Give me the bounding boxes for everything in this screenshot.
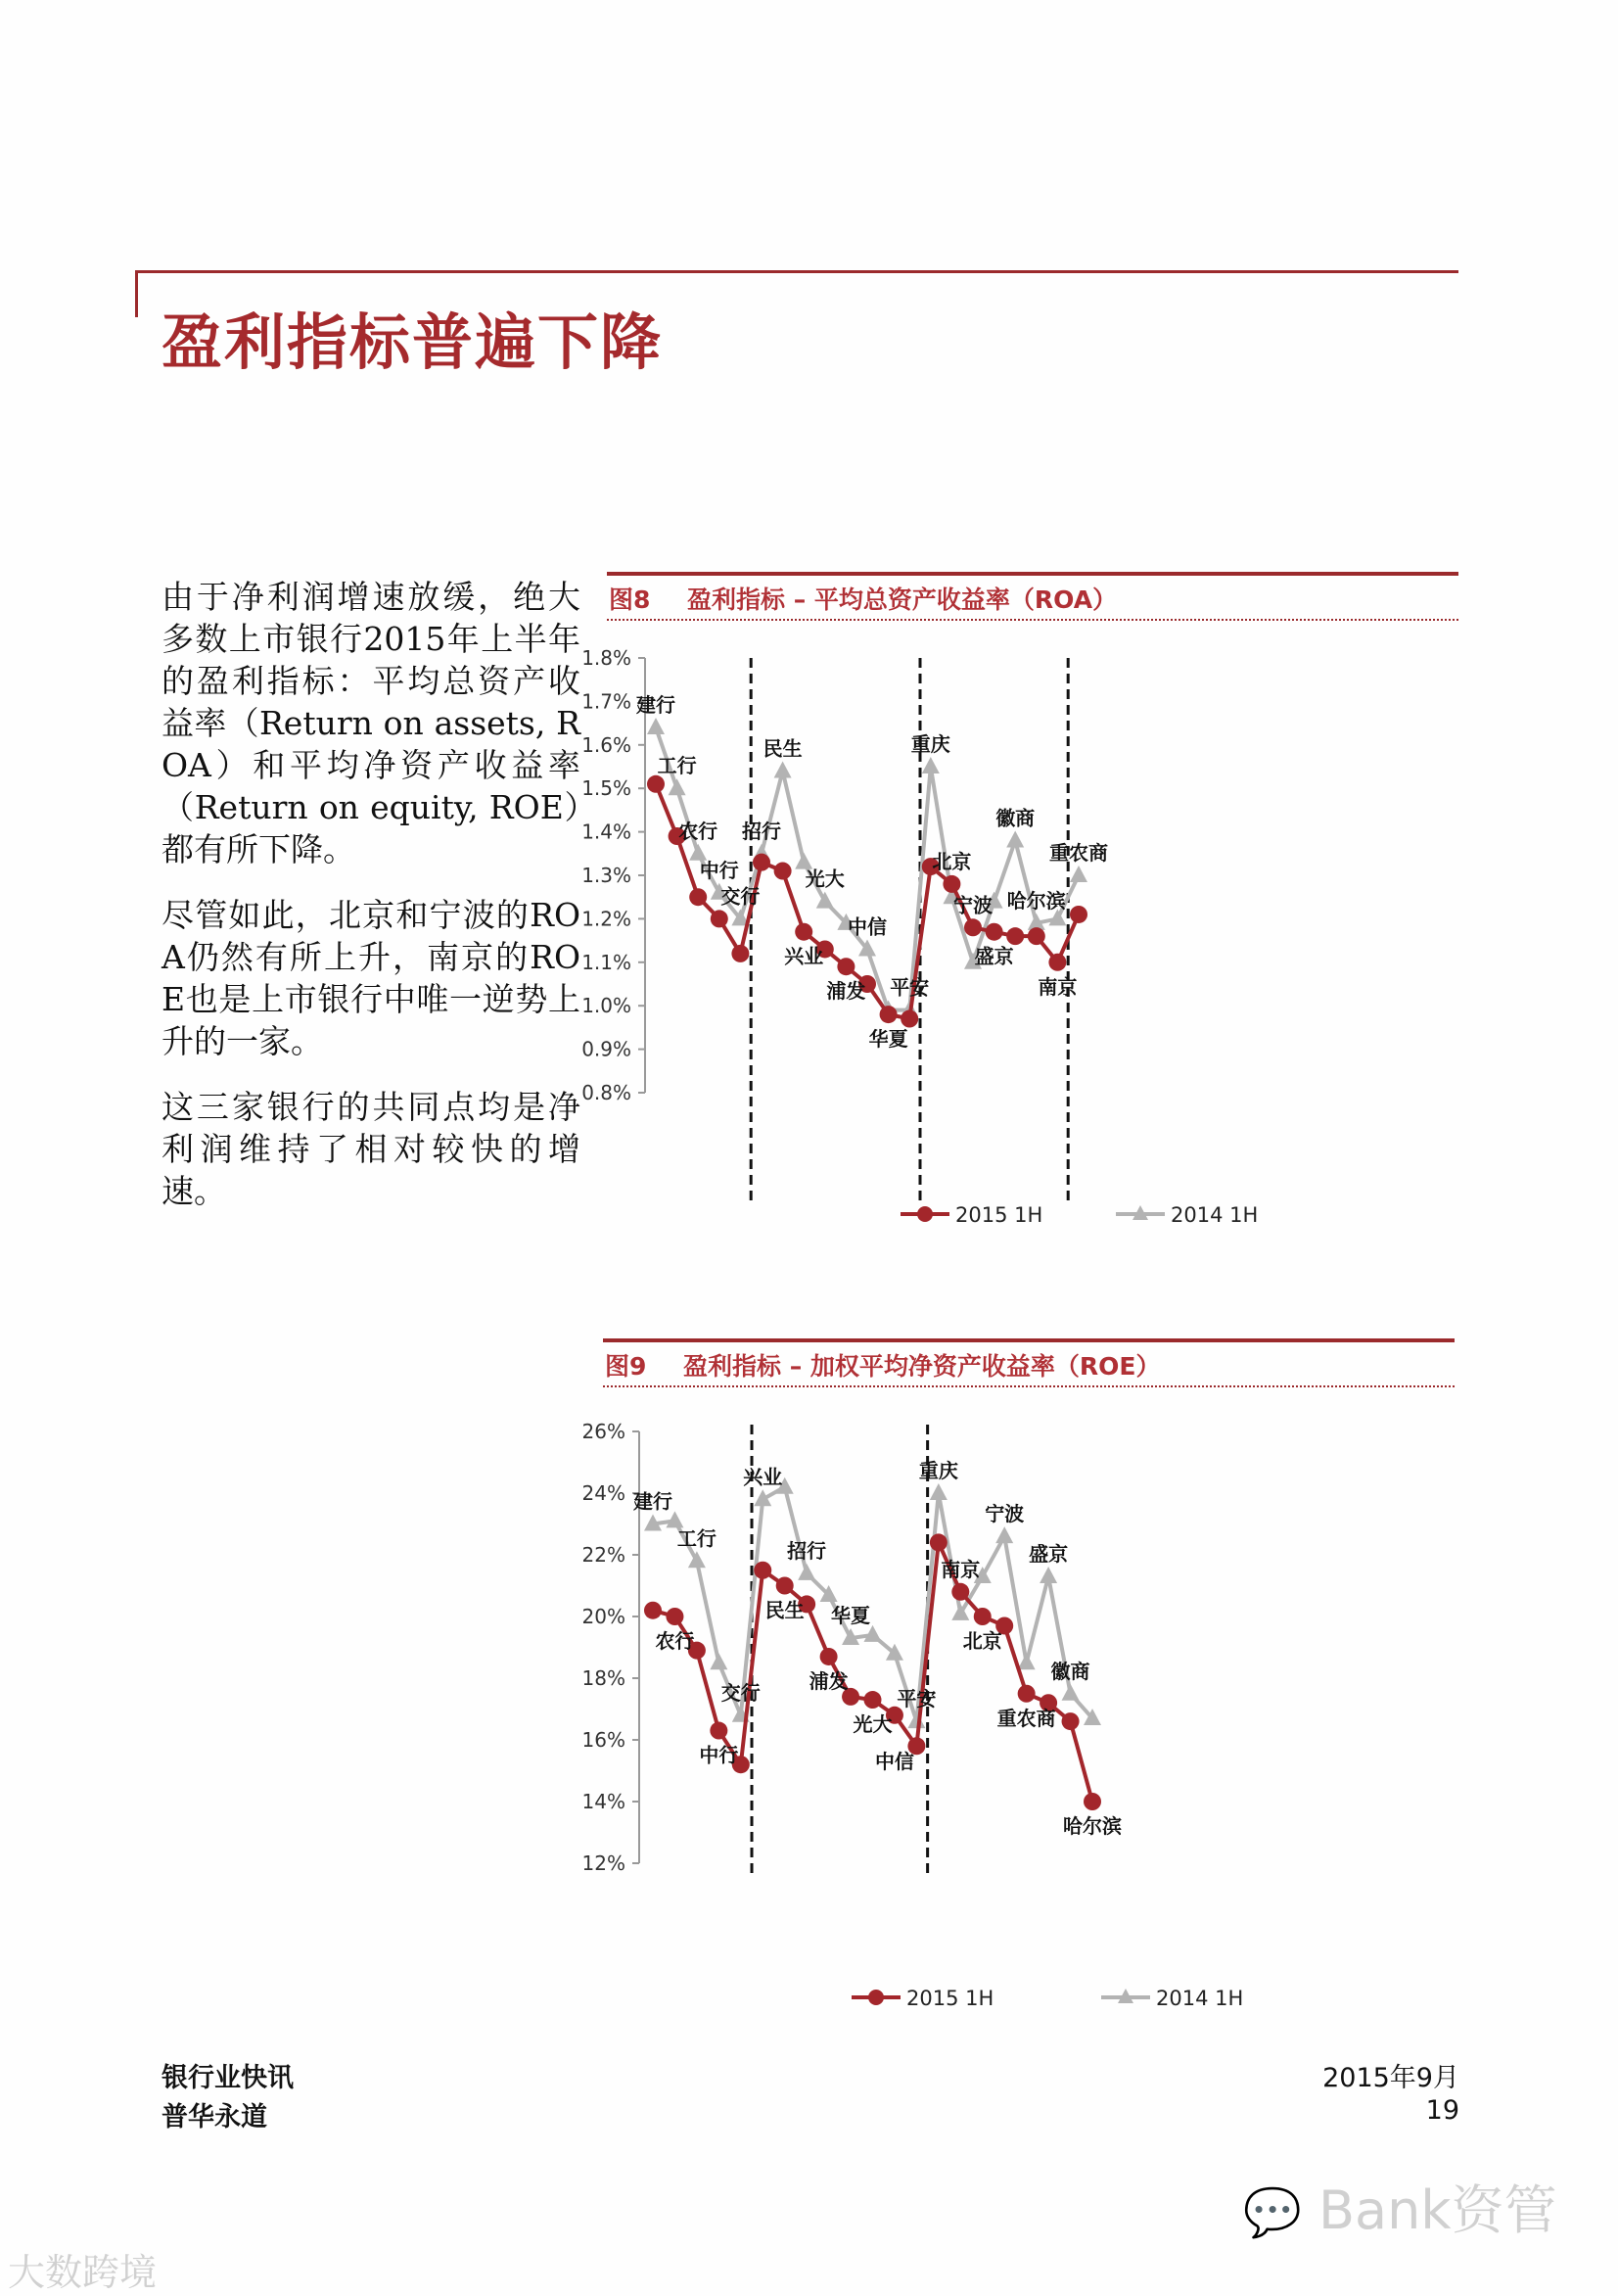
data-point-2015 bbox=[943, 875, 960, 893]
data-point-2015 bbox=[774, 863, 792, 880]
category-label: 徽商 bbox=[1050, 1659, 1090, 1683]
data-point-2015 bbox=[951, 1583, 969, 1601]
category-label: 光大 bbox=[853, 1712, 893, 1737]
data-point-2015 bbox=[820, 1648, 838, 1665]
y-tick-label: 12% bbox=[581, 1851, 625, 1875]
wechat-icon: 💬 bbox=[1243, 2185, 1302, 2240]
data-point-2014 bbox=[1006, 830, 1024, 847]
y-tick-label: 1.3% bbox=[581, 864, 631, 887]
y-tick-label: 1.8% bbox=[581, 646, 631, 670]
data-point-2015 bbox=[754, 1562, 771, 1579]
category-label: 重农商 bbox=[996, 1706, 1056, 1730]
category-label: 兴业 bbox=[784, 944, 824, 968]
data-point-2014 bbox=[1070, 866, 1087, 882]
category-label: 重农商 bbox=[1049, 841, 1108, 865]
category-label: 北京 bbox=[932, 849, 972, 873]
category-label: 平安 bbox=[890, 975, 930, 1000]
data-point-2015 bbox=[1062, 1712, 1080, 1730]
data-point-2014 bbox=[922, 757, 940, 773]
figure-8-title: 盈利指标 – 平均总资产收益率（ROA） bbox=[687, 586, 1118, 614]
footer-publication: 银行业快讯 bbox=[162, 2063, 294, 2093]
category-label: 重庆 bbox=[918, 1459, 958, 1482]
category-label: 工行 bbox=[676, 1526, 717, 1551]
watermark-left: 大数跨境 bbox=[8, 2251, 158, 2294]
y-tick-label: 1.4% bbox=[581, 820, 631, 844]
data-point-2015 bbox=[1084, 1793, 1101, 1810]
y-tick-label: 24% bbox=[581, 1481, 625, 1505]
data-point-2015 bbox=[837, 958, 855, 975]
data-point-2014 bbox=[995, 1526, 1013, 1543]
category-label: 交行 bbox=[720, 1680, 761, 1705]
data-point-2014 bbox=[669, 778, 686, 795]
category-label: 建行 bbox=[636, 693, 675, 718]
category-label: 中行 bbox=[699, 858, 739, 882]
data-point-2014 bbox=[1040, 1567, 1057, 1583]
data-point-2015 bbox=[753, 854, 770, 871]
data-point-2015 bbox=[901, 1010, 918, 1028]
category-label: 平安 bbox=[897, 1687, 937, 1711]
category-label: 农行 bbox=[678, 819, 718, 843]
data-point-2015 bbox=[986, 923, 1003, 941]
category-label: 浦发 bbox=[809, 1668, 849, 1693]
category-label: 华夏 bbox=[868, 1027, 908, 1052]
category-label: 北京 bbox=[962, 1629, 1002, 1653]
footer-company: 普华永道 bbox=[162, 2102, 267, 2132]
data-point-2015 bbox=[880, 1006, 898, 1023]
data-point-2015 bbox=[647, 775, 665, 793]
category-label: 宁波 bbox=[985, 1502, 1025, 1526]
category-label: 兴业 bbox=[743, 1465, 783, 1489]
data-point-2015 bbox=[689, 888, 707, 906]
data-point-2014 bbox=[666, 1511, 683, 1527]
figure-8-number: 图8 bbox=[609, 586, 651, 614]
y-tick-label: 1.7% bbox=[581, 689, 631, 714]
y-tick-label: 22% bbox=[581, 1543, 625, 1567]
category-label: 建行 bbox=[633, 1489, 672, 1514]
data-point-2014 bbox=[907, 1711, 925, 1728]
category-label: 交行 bbox=[720, 884, 761, 909]
data-point-2015 bbox=[1028, 927, 1045, 945]
legend-marker bbox=[917, 1206, 933, 1222]
category-label: 盛京 bbox=[1029, 1542, 1069, 1567]
data-point-2014 bbox=[930, 1483, 948, 1500]
body-paragraph-1: 由于净利润增速放缓，绝大多数上市银行2015年上半年的盈利指标：平均总资产收益率（Return on assets, ROA）和平均净资产收益率（Return on equity, ROE）都有所下降。 bbox=[162, 578, 580, 868]
category-label: 招行 bbox=[742, 819, 781, 843]
legend-label: 2014 1H bbox=[1171, 1203, 1259, 1227]
y-tick-label: 14% bbox=[581, 1790, 625, 1813]
data-point-2014 bbox=[1018, 1653, 1036, 1669]
category-label: 工行 bbox=[657, 754, 697, 778]
category-label: 浦发 bbox=[826, 979, 866, 1004]
data-point-2015 bbox=[864, 1691, 882, 1709]
data-point-2014 bbox=[774, 761, 792, 777]
footer-date: 2015年9月 bbox=[1322, 2063, 1459, 2093]
y-tick-label: 26% bbox=[581, 1420, 625, 1443]
body-paragraph-2: 尽管如此，北京和宁波的ROA仍然有所上升，南京的ROE也是上市银行中唯一逆势上升的一家。 bbox=[162, 896, 580, 1060]
y-tick-label: 1.5% bbox=[581, 776, 631, 801]
y-tick-label: 0.8% bbox=[581, 1081, 631, 1104]
figure-9-number: 图9 bbox=[605, 1352, 647, 1381]
data-point-2015 bbox=[731, 945, 749, 962]
data-point-2015 bbox=[930, 1533, 948, 1551]
data-point-2015 bbox=[795, 923, 812, 941]
category-label: 重庆 bbox=[910, 732, 950, 756]
footer-page-number: 19 bbox=[1425, 2095, 1459, 2126]
category-label: 民生 bbox=[763, 736, 803, 761]
y-tick-label: 16% bbox=[581, 1728, 625, 1752]
data-point-2015 bbox=[666, 1608, 683, 1625]
data-point-2014 bbox=[798, 1564, 815, 1580]
watermark-bank bbox=[1243, 2169, 1557, 2244]
legend-label: 2015 1H bbox=[955, 1203, 1043, 1227]
figure-9-title: 盈利指标 – 加权平均净资产收益率（ROE） bbox=[683, 1352, 1161, 1381]
y-tick-label: 20% bbox=[581, 1605, 625, 1628]
data-point-2015 bbox=[974, 1608, 992, 1625]
data-point-2015 bbox=[644, 1602, 662, 1619]
legend-label: 2015 1H bbox=[906, 1987, 994, 2010]
category-label: 哈尔滨 bbox=[1006, 888, 1066, 913]
category-label: 宁波 bbox=[953, 893, 993, 917]
category-label: 哈尔滨 bbox=[1063, 1814, 1122, 1838]
y-tick-label: 0.9% bbox=[581, 1037, 631, 1061]
data-point-2015 bbox=[964, 918, 982, 936]
category-label: 中信 bbox=[848, 914, 887, 939]
category-label: 光大 bbox=[805, 867, 845, 891]
y-tick-label: 1.0% bbox=[581, 994, 631, 1018]
category-label: 盛京 bbox=[974, 944, 1014, 968]
category-label: 华夏 bbox=[831, 1604, 871, 1628]
y-tick-label: 1.6% bbox=[581, 732, 631, 757]
data-point-2015 bbox=[1018, 1685, 1036, 1703]
data-point-2014 bbox=[647, 718, 665, 734]
category-label: 中行 bbox=[699, 1743, 739, 1767]
category-label: 南京 bbox=[1038, 974, 1078, 999]
y-tick-label: 1.2% bbox=[581, 907, 631, 931]
y-tick-label: 18% bbox=[581, 1666, 625, 1690]
page-title: 盈利指标普遍下降 bbox=[162, 306, 664, 378]
body-paragraph-3: 这三家银行的共同点均是净利润维持了相对较快的增速。 bbox=[162, 1088, 580, 1210]
category-label: 中信 bbox=[874, 1749, 914, 1773]
watermark-bank-text: Bank资管 bbox=[1318, 2179, 1557, 2241]
category-label: 民生 bbox=[764, 1598, 805, 1622]
category-label: 徽商 bbox=[995, 806, 1036, 830]
data-point-2015 bbox=[1006, 927, 1024, 945]
data-point-2015 bbox=[710, 1722, 727, 1740]
category-label: 南京 bbox=[941, 1557, 981, 1581]
data-point-2015 bbox=[711, 910, 728, 927]
data-point-2015 bbox=[1070, 906, 1087, 923]
category-label: 农行 bbox=[655, 1629, 695, 1653]
data-point-2015 bbox=[776, 1577, 794, 1595]
legend-marker bbox=[868, 1990, 884, 2005]
category-label: 招行 bbox=[787, 1538, 827, 1563]
data-point-2014 bbox=[710, 1653, 727, 1669]
data-point-2014 bbox=[864, 1625, 882, 1642]
legend-label: 2014 1H bbox=[1156, 1987, 1244, 2010]
data-point-2014 bbox=[1062, 1684, 1080, 1701]
data-point-2015 bbox=[1048, 954, 1066, 971]
y-tick-label: 1.1% bbox=[581, 950, 631, 974]
